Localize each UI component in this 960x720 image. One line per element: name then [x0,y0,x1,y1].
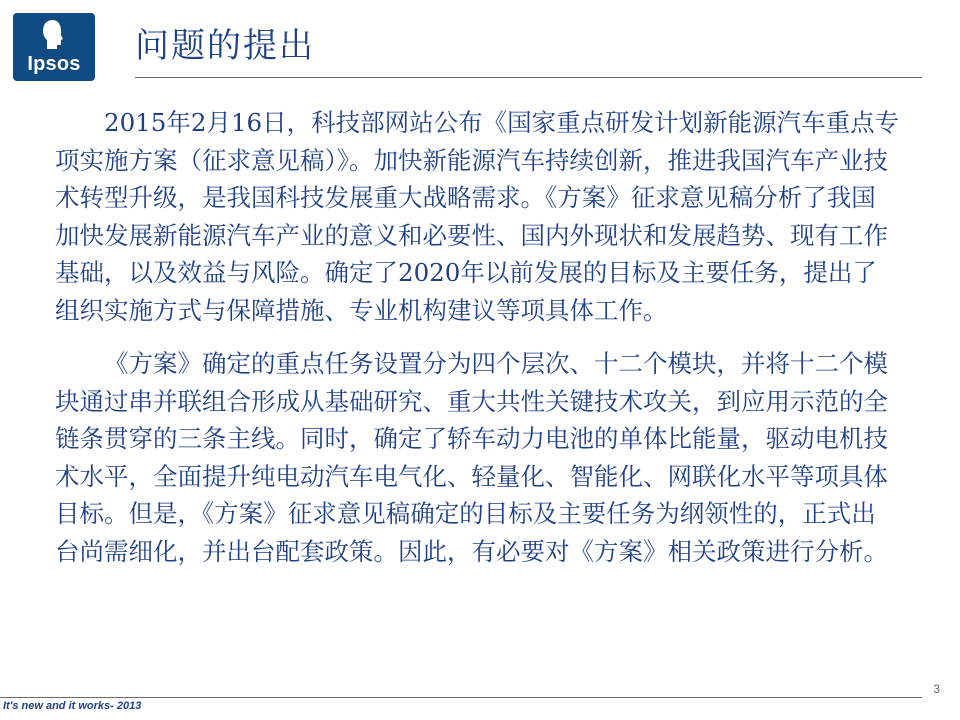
slide-title: 问题的提出 [135,26,315,66]
page-number: 3 [933,682,940,696]
title-divider [135,77,922,78]
footer-tagline: It's new and it works- 2013 [3,700,142,712]
ipsos-logo [13,13,95,81]
logo-text: Ipsos [27,53,81,75]
paragraph-2: 《方案》确定的重点任务设置分为四个层次、十二个模块，并将十二个模块通过串并联组合形成从基础研究、重大共性关键技术攻关，到应用示范的全链条贯穿的三条主线。同时，确定了轿车动力电池的单体比能量，驱动电机技术水平，全面提升纯电动汽车电气化、轻量化、智能化、网联化水平等项具体目标。但是，《方案》征求意见稿确定的目标及主要任务为纲领性的，正式出台尚需细化，并出台配套政策。因此，有必要对《方案》相关政策进行分析。 [55,349,888,566]
paragraph-1: 2015年2月16日，科技部网站公布《国家重点研发计划新能源汽车重点专项实施方案（征求意见稿）》。加快新能源汽车持续创新，推进我国汽车产业技术转型升级，是我国科技发展重大战略需求。《方案》征求意见稿分析了我国加快发展新能源汽车产业的意义和必要性、国内外现状和发展趋势、现有工作基础，以及效益与风险。确定了2020年以前发展的目标及主要任务，提出了组织实施方式与保障措施、专业机构建议等项具体工作。 [55,108,900,325]
footer-divider [0,697,922,698]
slide-body [55,104,900,570]
head-silhouette-icon [41,19,65,53]
